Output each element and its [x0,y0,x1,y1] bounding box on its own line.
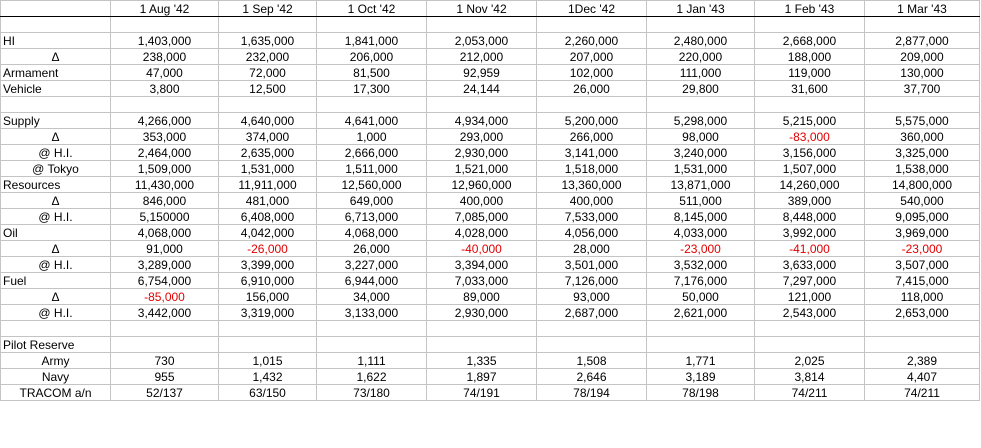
value-cell[interactable] [219,321,317,337]
row-label-cell[interactable]: Resources [1,177,111,193]
value-cell[interactable]: 207,000 [537,49,647,65]
value-cell[interactable]: 3,394,000 [427,257,537,273]
value-cell[interactable]: 5,215,000 [755,113,865,129]
value-cell[interactable]: 2,053,000 [427,33,537,49]
value-cell[interactable] [755,321,865,337]
value-cell[interactable]: 12,960,000 [427,177,537,193]
value-cell[interactable]: 12,500 [219,81,317,97]
value-cell[interactable]: 6,713,000 [317,209,427,225]
value-cell[interactable]: 2,025 [755,353,865,369]
value-cell[interactable]: 4,028,000 [427,225,537,241]
row-label-cell[interactable]: @ Tokyo [1,161,111,177]
value-cell[interactable]: 955 [111,369,219,385]
row-label-cell[interactable]: Navy [1,369,111,385]
value-cell[interactable]: 3,227,000 [317,257,427,273]
value-cell[interactable]: 6,910,000 [219,273,317,289]
value-cell[interactable]: 730 [111,353,219,369]
value-cell[interactable]: 3,633,000 [755,257,865,273]
value-cell[interactable]: 74/211 [865,385,980,401]
value-cell[interactable]: 29,800 [647,81,755,97]
value-cell[interactable]: 2,621,000 [647,305,755,321]
value-cell[interactable] [111,337,219,353]
row-label-cell[interactable] [1,97,111,113]
value-cell[interactable]: 1,538,000 [865,161,980,177]
row-label-cell[interactable]: Δ [1,49,111,65]
row-label-cell[interactable]: Pilot Reserve [1,337,111,353]
value-cell[interactable]: 98,000 [647,129,755,145]
value-cell[interactable]: 3,800 [111,81,219,97]
table-row [1,289,980,305]
value-cell[interactable]: 2,543,000 [755,305,865,321]
value-cell[interactable]: 7,533,000 [537,209,647,225]
value-cell[interactable]: 1,841,000 [317,33,427,49]
value-cell[interactable]: 3,507,000 [865,257,980,273]
table-row [1,97,980,113]
value-cell[interactable]: 119,000 [755,65,865,81]
value-cell[interactable]: 4,934,000 [427,113,537,129]
column-header-cell[interactable]: 1 Nov '42 [427,1,537,17]
value-cell[interactable]: 3,240,000 [647,145,755,161]
value-cell[interactable]: 4,266,000 [111,113,219,129]
value-cell[interactable]: 130,000 [865,65,980,81]
value-cell[interactable]: 11,430,000 [111,177,219,193]
table-row [1,369,980,385]
row-label-cell[interactable] [1,321,111,337]
value-cell[interactable]: 3,141,000 [537,145,647,161]
row-label-cell[interactable]: Fuel [1,273,111,289]
value-cell[interactable]: 2,464,000 [111,145,219,161]
value-cell[interactable]: 31,600 [755,81,865,97]
header-row [1,1,980,17]
row-label-cell[interactable]: Δ [1,129,111,145]
value-cell[interactable] [219,17,317,33]
value-cell[interactable]: 24,144 [427,81,537,97]
value-cell[interactable]: 50,000 [647,289,755,305]
row-label-cell[interactable]: @ H.I. [1,257,111,273]
value-cell[interactable]: 1,511,000 [317,161,427,177]
value-cell[interactable]: 1,000 [317,129,427,145]
value-cell[interactable]: 7,297,000 [755,273,865,289]
row-label-cell[interactable]: Vehicle [1,81,111,97]
value-cell[interactable]: 74/191 [427,385,537,401]
value-cell[interactable]: 7,085,000 [427,209,537,225]
value-cell[interactable]: 400,000 [427,193,537,209]
value-cell[interactable]: 13,360,000 [537,177,647,193]
table-row [1,321,980,337]
value-cell[interactable]: 389,000 [755,193,865,209]
value-cell[interactable]: 17,300 [317,81,427,97]
value-cell[interactable]: 72,000 [219,65,317,81]
table-row [1,337,980,353]
value-cell[interactable]: 1,111 [317,353,427,369]
value-cell[interactable]: 156,000 [219,289,317,305]
value-cell[interactable]: 1,622 [317,369,427,385]
table-row [1,241,980,257]
value-cell[interactable]: 4,056,000 [537,225,647,241]
value-cell[interactable]: 118,000 [865,289,980,305]
row-label-cell[interactable] [1,17,111,33]
value-cell[interactable]: 3,319,000 [219,305,317,321]
value-cell[interactable]: 3,133,000 [317,305,427,321]
value-cell[interactable] [317,17,427,33]
column-header-cell[interactable]: 1 Sep '42 [219,1,317,17]
value-cell[interactable]: 1,403,000 [111,33,219,49]
table-row [1,65,980,81]
value-cell[interactable]: 81,500 [317,65,427,81]
value-cell[interactable]: 11,911,000 [219,177,317,193]
value-cell[interactable]: 3,442,000 [111,305,219,321]
column-header-cell[interactable]: 1 Feb '43 [755,1,865,17]
value-cell[interactable]: 26,000 [537,81,647,97]
value-cell[interactable]: -83,000 [755,129,865,145]
value-cell[interactable]: 206,000 [317,49,427,65]
value-cell[interactable]: -41,000 [755,241,865,257]
value-cell[interactable]: 2,930,000 [427,145,537,161]
value-cell[interactable] [111,97,219,113]
value-cell[interactable] [111,321,219,337]
value-cell[interactable]: 3,992,000 [755,225,865,241]
value-cell[interactable] [317,97,427,113]
value-cell[interactable]: 102,000 [537,65,647,81]
value-cell[interactable]: 212,000 [427,49,537,65]
value-cell[interactable]: 34,000 [317,289,427,305]
table-row [1,49,980,65]
value-cell[interactable]: 4,641,000 [317,113,427,129]
value-cell[interactable]: 1,771 [647,353,755,369]
value-cell[interactable]: 47,000 [111,65,219,81]
value-cell[interactable]: 7,033,000 [427,273,537,289]
value-cell[interactable]: 188,000 [755,49,865,65]
value-cell[interactable] [865,17,980,33]
row-label-cell[interactable]: Δ [1,193,111,209]
value-cell[interactable]: 2,480,000 [647,33,755,49]
value-cell[interactable] [647,97,755,113]
value-cell[interactable]: 3,325,000 [865,145,980,161]
column-header-cell[interactable]: 1 Mar '43 [865,1,980,17]
value-cell[interactable]: 9,095,000 [865,209,980,225]
column-header-cell[interactable]: 1 Aug '42 [111,1,219,17]
value-cell[interactable]: 89,000 [427,289,537,305]
value-cell[interactable]: 52/137 [111,385,219,401]
value-cell[interactable]: 220,000 [647,49,755,65]
value-cell[interactable] [427,97,537,113]
table-row [1,225,980,241]
value-cell[interactable]: 266,000 [537,129,647,145]
value-cell[interactable]: 14,260,000 [755,177,865,193]
value-cell[interactable] [111,17,219,33]
table-row [1,385,980,401]
value-cell[interactable] [755,97,865,113]
value-cell[interactable]: 2,389 [865,353,980,369]
value-cell[interactable]: 4,407 [865,369,980,385]
row-label-cell[interactable]: Supply [1,113,111,129]
value-cell[interactable]: 3,189 [647,369,755,385]
row-label-cell[interactable]: Oil [1,225,111,241]
value-cell[interactable]: 4,033,000 [647,225,755,241]
value-cell[interactable]: 2,646 [537,369,647,385]
value-cell[interactable] [317,321,427,337]
value-cell[interactable]: 6,944,000 [317,273,427,289]
value-cell[interactable] [537,337,647,353]
value-cell[interactable]: 400,000 [537,193,647,209]
table-row [1,145,980,161]
value-cell[interactable]: 74/211 [755,385,865,401]
value-cell[interactable]: 3,532,000 [647,257,755,273]
value-cell[interactable] [647,337,755,353]
column-header-cell[interactable]: 1Dec '42 [537,1,647,17]
value-cell[interactable]: -23,000 [865,241,980,257]
value-cell[interactable] [647,321,755,337]
value-cell[interactable]: 2,260,000 [537,33,647,49]
value-cell[interactable]: 3,156,000 [755,145,865,161]
value-cell[interactable] [427,337,537,353]
value-cell[interactable]: 2,930,000 [427,305,537,321]
value-cell[interactable]: 73/180 [317,385,427,401]
value-cell[interactable]: 5,200,000 [537,113,647,129]
value-cell[interactable]: 1,897 [427,369,537,385]
value-cell[interactable] [865,321,980,337]
value-cell[interactable]: 5,575,000 [865,113,980,129]
table-row [1,353,980,369]
value-cell[interactable]: 12,560,000 [317,177,427,193]
value-cell[interactable]: 238,000 [111,49,219,65]
value-cell[interactable]: 4,068,000 [317,225,427,241]
table-row [1,17,980,33]
value-cell[interactable]: 2,653,000 [865,305,980,321]
value-cell[interactable]: 63/150 [219,385,317,401]
value-cell[interactable]: 8,448,000 [755,209,865,225]
table-row [1,305,980,321]
value-cell[interactable]: 2,666,000 [317,145,427,161]
value-cell[interactable]: 6,754,000 [111,273,219,289]
row-label-cell[interactable]: @ H.I. [1,209,111,225]
value-cell[interactable]: 1,531,000 [647,161,755,177]
value-cell[interactable]: 1,335 [427,353,537,369]
value-cell[interactable]: 481,000 [219,193,317,209]
value-cell[interactable]: 93,000 [537,289,647,305]
value-cell[interactable]: 360,000 [865,129,980,145]
value-cell[interactable]: 37,700 [865,81,980,97]
value-cell[interactable] [537,321,647,337]
value-cell[interactable]: 2,668,000 [755,33,865,49]
value-cell[interactable]: 7,126,000 [537,273,647,289]
value-cell[interactable] [427,17,537,33]
value-cell[interactable]: 78/198 [647,385,755,401]
row-label-cell[interactable]: Army [1,353,111,369]
table-row [1,193,980,209]
value-cell[interactable] [755,337,865,353]
value-cell[interactable]: -85,000 [111,289,219,305]
value-cell[interactable]: 1,509,000 [111,161,219,177]
table-row [1,257,980,273]
value-cell[interactable]: 209,000 [865,49,980,65]
table-row [1,33,980,49]
value-cell[interactable] [865,97,980,113]
value-cell[interactable]: 7,176,000 [647,273,755,289]
value-cell[interactable]: 649,000 [317,193,427,209]
value-cell[interactable]: -26,000 [219,241,317,257]
value-cell[interactable]: 353,000 [111,129,219,145]
value-cell[interactable] [647,17,755,33]
row-label-cell[interactable]: @ H.I. [1,305,111,321]
table-row [1,177,980,193]
value-cell[interactable]: 540,000 [865,193,980,209]
value-cell[interactable]: 232,000 [219,49,317,65]
table-row [1,113,980,129]
value-cell[interactable]: 5,150000 [111,209,219,225]
table-row [1,273,980,289]
value-cell[interactable]: 6,408,000 [219,209,317,225]
value-cell[interactable]: 1,432 [219,369,317,385]
value-cell[interactable]: 4,068,000 [111,225,219,241]
table-row [1,209,980,225]
value-cell[interactable]: 4,640,000 [219,113,317,129]
value-cell[interactable] [537,17,647,33]
value-cell[interactable]: 121,000 [755,289,865,305]
value-cell[interactable]: 1,015 [219,353,317,369]
value-cell[interactable]: 1,521,000 [427,161,537,177]
table-row [1,81,980,97]
row-label-cell[interactable]: Armament [1,65,111,81]
value-cell[interactable]: 3,501,000 [537,257,647,273]
value-cell[interactable]: 8,145,000 [647,209,755,225]
value-cell[interactable]: 2,877,000 [865,33,980,49]
value-cell[interactable]: 92,959 [427,65,537,81]
value-cell[interactable]: 111,000 [647,65,755,81]
value-cell[interactable]: 3,289,000 [111,257,219,273]
value-cell[interactable]: 1,508 [537,353,647,369]
value-cell[interactable]: 2,635,000 [219,145,317,161]
value-cell[interactable]: 5,298,000 [647,113,755,129]
value-cell[interactable]: 3,399,000 [219,257,317,273]
value-cell[interactable]: 91,000 [111,241,219,257]
row-label-cell[interactable]: Δ [1,289,111,305]
value-cell[interactable] [537,97,647,113]
value-cell[interactable]: 3,814 [755,369,865,385]
value-cell[interactable]: 293,000 [427,129,537,145]
value-cell[interactable]: 1,507,000 [755,161,865,177]
value-cell[interactable] [317,337,427,353]
table-row [1,129,980,145]
value-cell[interactable]: 2,687,000 [537,305,647,321]
value-cell[interactable] [755,17,865,33]
value-cell[interactable]: 374,000 [219,129,317,145]
value-cell[interactable]: -23,000 [647,241,755,257]
value-cell[interactable]: 511,000 [647,193,755,209]
value-cell[interactable]: 3,969,000 [865,225,980,241]
value-cell[interactable] [427,321,537,337]
row-label-cell[interactable]: @ H.I. [1,145,111,161]
value-cell[interactable]: 4,042,000 [219,225,317,241]
value-cell[interactable]: -40,000 [427,241,537,257]
value-cell[interactable]: 26,000 [317,241,427,257]
row-label-cell[interactable]: TRACOM a/n [1,385,111,401]
value-cell[interactable] [865,337,980,353]
row-label-cell[interactable]: HI [1,33,111,49]
value-cell[interactable]: 14,800,000 [865,177,980,193]
row-label-cell[interactable]: Δ [1,241,111,257]
value-cell[interactable] [219,97,317,113]
column-header-cell[interactable]: 1 Oct '42 [317,1,427,17]
value-cell[interactable]: 1,531,000 [219,161,317,177]
header-corner-cell[interactable] [1,1,111,17]
value-cell[interactable]: 28,000 [537,241,647,257]
value-cell[interactable]: 7,415,000 [865,273,980,289]
value-cell[interactable]: 78/194 [537,385,647,401]
value-cell[interactable] [219,337,317,353]
value-cell[interactable]: 1,518,000 [537,161,647,177]
column-header-cell[interactable]: 1 Jan '43 [647,1,755,17]
value-cell[interactable]: 13,871,000 [647,177,755,193]
value-cell[interactable]: 846,000 [111,193,219,209]
table-row [1,161,980,177]
value-cell[interactable]: 1,635,000 [219,33,317,49]
